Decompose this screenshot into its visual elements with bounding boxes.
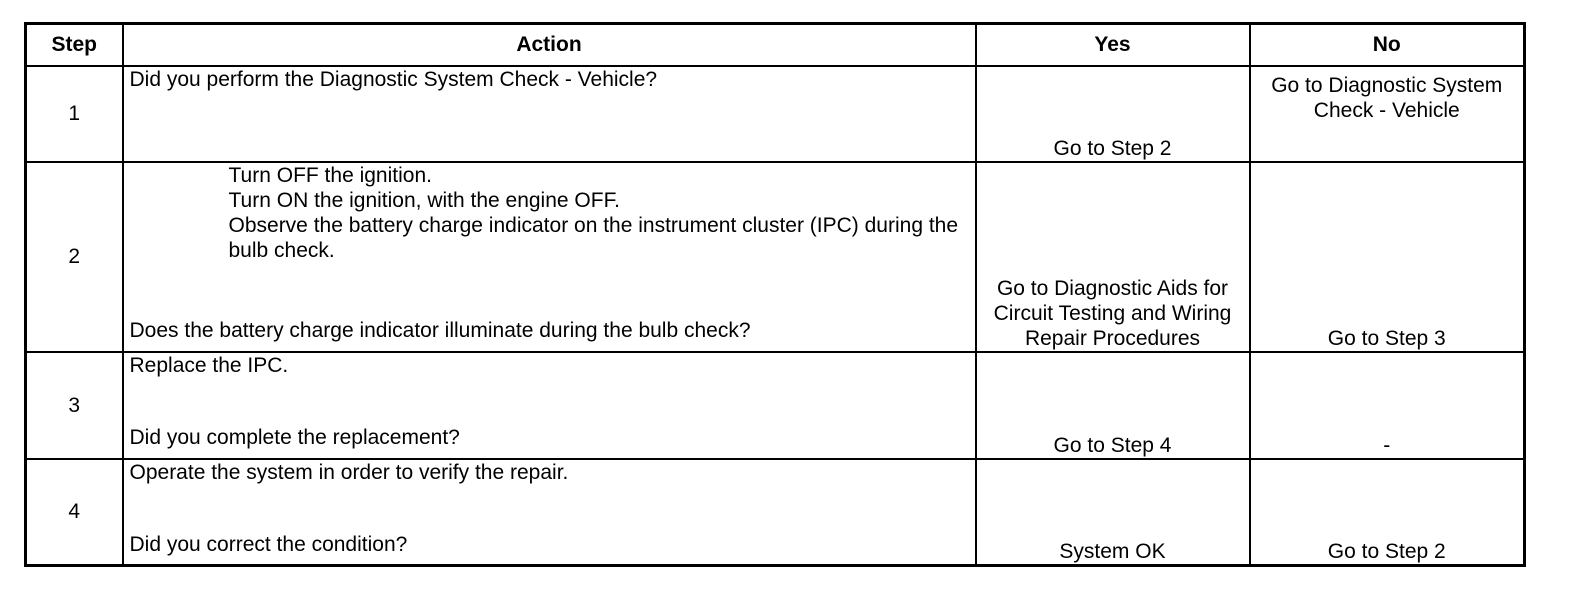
action-cell	[123, 162, 976, 352]
action-text: Operate the system in order to verify the repair.	[129, 460, 569, 484]
no-cell: Go to Step 2	[1250, 459, 1525, 566]
action-cell	[123, 459, 976, 566]
table-row	[26, 459, 1525, 566]
step-number: 1	[26, 66, 123, 162]
step-number: 3	[26, 352, 123, 459]
table-header-row	[26, 24, 1525, 66]
header-action: Action	[123, 24, 976, 66]
action-steps	[130, 163, 969, 263]
action-cell	[123, 66, 976, 162]
step-number: 4	[26, 459, 123, 566]
action-step: Turn OFF the ignition.	[228, 163, 432, 187]
yes-cell: Go to Step 4	[976, 352, 1250, 459]
no-cell: -	[1250, 352, 1525, 459]
diagnostic-table	[24, 22, 1526, 567]
action-question: Did you complete the replacement?	[129, 425, 460, 449]
action-text: Did you perform the Diagnostic System Check - Vehicle?	[129, 67, 658, 91]
action-text: Replace the IPC.	[129, 353, 289, 377]
yes-cell: Go to Step 2	[976, 66, 1250, 162]
yes-cell: System OK	[976, 459, 1250, 566]
no-cell: Go to Diagnostic System Check - Vehicle	[1250, 66, 1525, 162]
action-question: Does the battery charge indicator illuminate during the bulb check?	[129, 318, 751, 342]
header-no: No	[1250, 24, 1525, 66]
table-row	[26, 352, 1525, 459]
step-number: 2	[26, 162, 123, 352]
action-cell	[123, 352, 976, 459]
table-row	[26, 162, 1525, 352]
action-question: Did you correct the condition?	[129, 532, 408, 556]
header-step: Step	[26, 24, 123, 66]
no-cell: Go to Step 3	[1250, 162, 1525, 352]
header-yes: Yes	[976, 24, 1250, 66]
yes-cell: Go to Diagnostic Aids for Circuit Testing and Wiring Repair Procedures	[976, 162, 1250, 352]
action-step: Turn ON the ignition, with the engine OFF.	[228, 188, 620, 212]
action-step: Observe the battery charge indicator on the instrument cluster (IPC) during the bulb check.	[228, 213, 959, 262]
table-row	[26, 66, 1525, 162]
